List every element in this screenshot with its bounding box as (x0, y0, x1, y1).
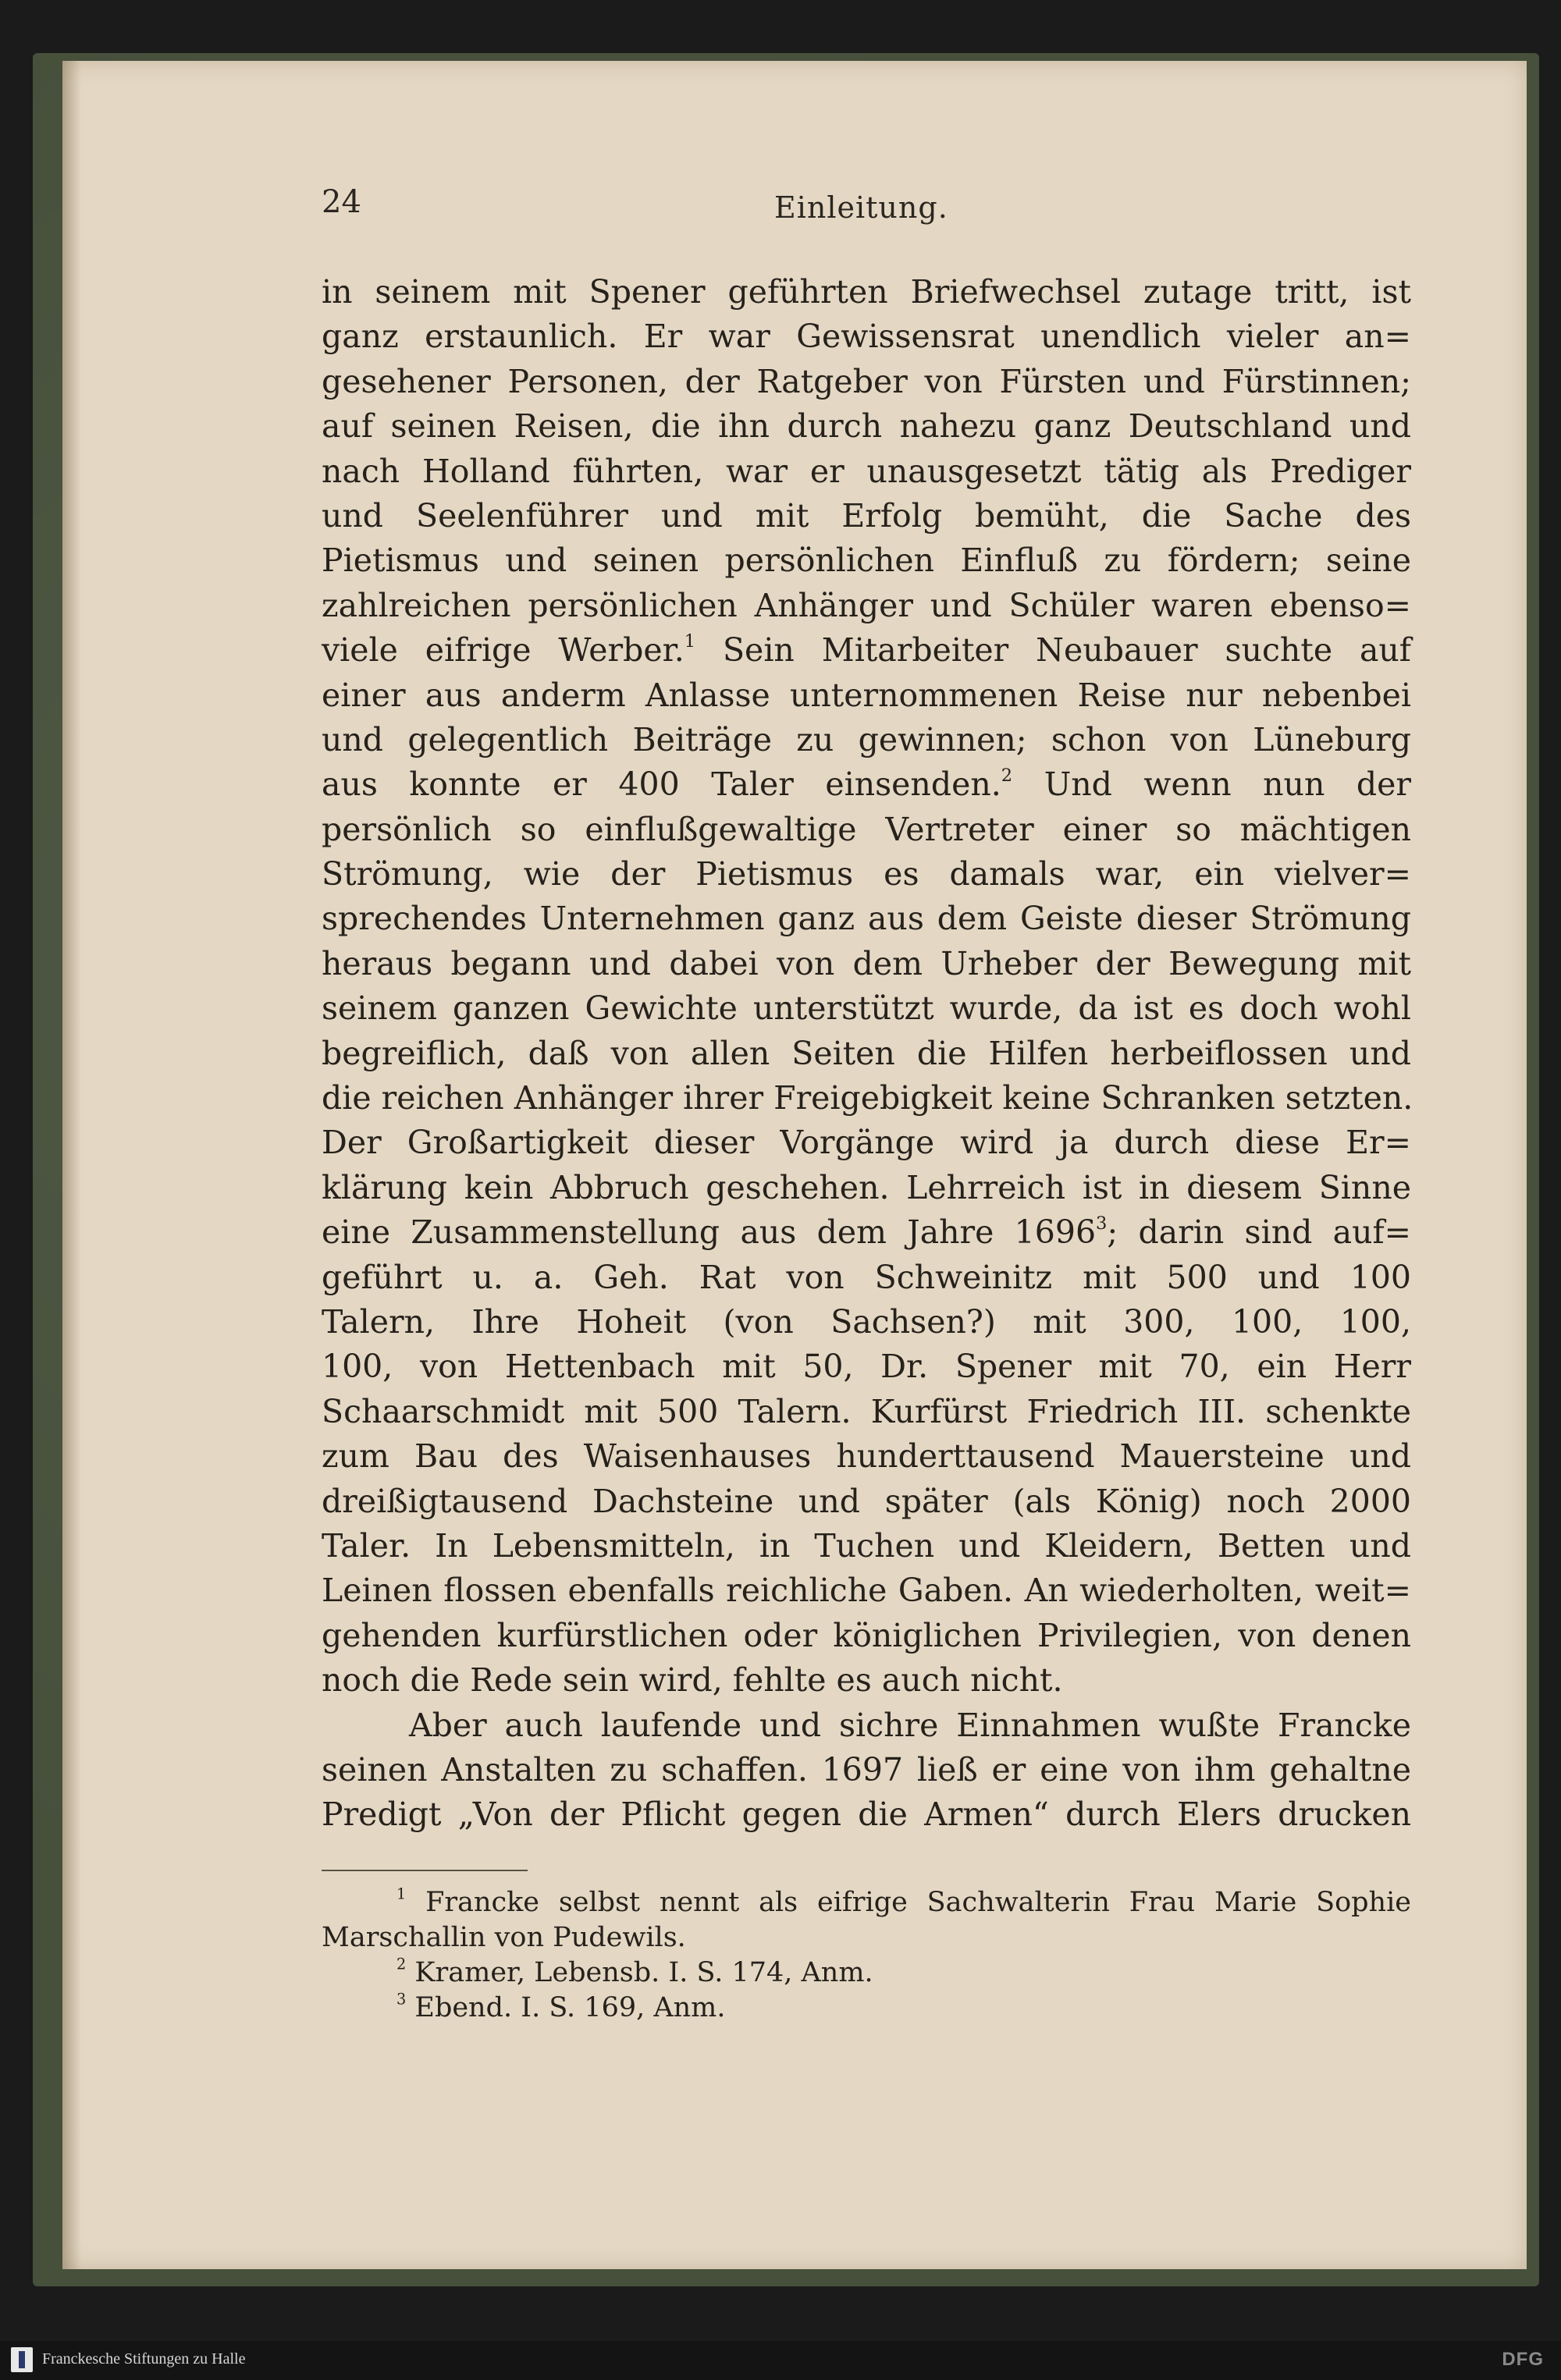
viewer-footer (0, 2341, 1561, 2380)
text-line (322, 762, 1411, 807)
text-line: zum Bau des Waisenhauses hunderttausend Mauersteine und (322, 1437, 1411, 1476)
text-line: Strömung, wie der Pietismus es damals war, ein vielver= (322, 855, 1411, 893)
footnote-text: Kramer, Lebensb. I. S. 174, Anm. (414, 1957, 873, 1988)
footnote-divider (322, 1870, 528, 1871)
footnote-marker: 2 (1001, 766, 1013, 787)
footnote-marker: 1 (684, 631, 696, 652)
footnote (322, 1956, 1411, 1991)
text-line: seinen Anstalten zu schaffen. 1697 ließ er eine von ihm gehaltne (322, 1750, 1411, 1789)
text-line: zahlreichen persönlichen Anhänger und Schüler waren ebenso= (322, 586, 1411, 624)
footnote-text: Francke selbst nennt als eifrige Sachwalterin Frau Marie Sophie (425, 1887, 1411, 1918)
text-line: Talern, Ihre Hoheit (von Sachsen?) mit 300, 100, 100, (322, 1302, 1411, 1341)
running-title: Einleitung. (774, 190, 948, 225)
text-segment: Sein Mitarbeiter Neubauer suchte auf (695, 631, 1411, 670)
text-line: 100, von Hettenbach mit 50, Dr. Spener mit 70, ein Herr (322, 1348, 1411, 1386)
footnote-text: Ebend. I. S. 169, Anm. (414, 1992, 726, 2023)
text-line (322, 1210, 1411, 1255)
text-line: Pietismus und seinen persönlichen Einfluß zu fördern; seine (322, 542, 1411, 580)
institution-logo-icon (11, 2347, 33, 2372)
text-line: sprechendes Unternehmen ganz aus dem Geiste dieser Strömung (322, 900, 1411, 938)
text-line: Aber auch laufende und sichre Einnahmen wußte Francke (409, 1706, 1411, 1744)
text-segment: Und wenn nun der (1012, 766, 1411, 804)
footnote (322, 1991, 1411, 2026)
text-line: und gelegentlich Beiträge zu gewinnen; schon von Lüneburg (322, 720, 1411, 758)
text-segment: ; darin sind auf= (1107, 1213, 1412, 1252)
text-line: und Seelenführer und mit Erfolg bemüht, die Sache des (322, 496, 1411, 535)
footnote-number: 1 (396, 1884, 407, 1903)
text-line: noch die Rede sein wird, fehlte es auch nicht. (322, 1661, 1063, 1700)
text-line: Predigt „Von der Pflicht gegen die Armen“ durch Elers drucken (322, 1796, 1411, 1834)
text-line: gehenden kurfürstlichen oder königlichen Privilegien, von denen (322, 1616, 1411, 1654)
page-gutter-shadow (62, 61, 81, 2269)
footnote-continuation: Marschallin von Pudewils. (322, 1922, 686, 1953)
text-line: begreiflich, daß von allen Seiten die Hilfen herbeiflossen und (322, 1034, 1411, 1072)
footnote-number: 2 (396, 1955, 407, 1973)
text-line: ganz erstaunlich. Er war Gewissensrat unendlich vieler an= (322, 318, 1411, 356)
footnotes (322, 1885, 1411, 2026)
text-line: Der Großartigkeit dieser Vorgänge wird ja durch diese Er= (322, 1124, 1411, 1162)
institution-name: Franckesche Stiftungen zu Halle (42, 2350, 246, 2368)
text-line: nach Holland führten, war er unausgesetzt tätig als Prediger (322, 452, 1411, 490)
text-line (322, 628, 1411, 673)
text-line: einer aus anderm Anlasse unternommenen Reise nur nebenbei (322, 676, 1411, 714)
text-line: klärung kein Abbruch geschehen. Lehrreich ist in diesem Sinne (322, 1168, 1411, 1206)
text-line: dreißigtausend Dachsteine und später (als König) noch 2000 (322, 1482, 1411, 1520)
footnote (322, 1885, 1411, 1920)
text-line: persönlich so einflußgewaltige Vertreter einer so mächtigen (322, 810, 1411, 848)
footnote-marker: 3 (1096, 1213, 1108, 1234)
text-segment: aus konnte er 400 Taler einsenden. (322, 766, 1001, 804)
dfg-logo: DFG (1502, 2349, 1544, 2370)
text-segment: viele eifrige Werber. (322, 631, 684, 670)
text-line: gesehener Personen, der Ratgeber von Fürsten und Fürstinnen; (322, 362, 1411, 400)
text-segment: eine Zusammenstellung aus dem Jahre 1696 (322, 1213, 1097, 1252)
text-line: geführt u. a. Geh. Rat von Schweinitz mit 500 und 100 (322, 1258, 1411, 1296)
body-text (322, 270, 1411, 1838)
text-line: heraus begann und dabei von dem Urheber der Bewegung mit (322, 944, 1411, 982)
text-line: die reichen Anhänger ihrer Freigebigkeit keine Schranken setzten. (322, 1079, 1413, 1117)
text-line: Schaarschmidt mit 500 Talern. Kurfürst Friedrich III. schenkte (322, 1392, 1411, 1430)
page-header (322, 179, 1414, 234)
text-line: Leinen flossen ebenfalls reichliche Gaben. An wiederholten, weit= (322, 1572, 1411, 1610)
text-line: auf seinen Reisen, die ihn durch nahezu ganz Deutschland und (322, 407, 1411, 446)
page-number: 24 (322, 184, 361, 220)
text-line: seinem ganzen Gewichte unterstützt wurde, da ist es doch wohl (322, 989, 1411, 1028)
footnote-number: 3 (396, 1990, 407, 2009)
text-line: Taler. In Lebensmitteln, in Tuchen und Kleidern, Betten und (322, 1526, 1411, 1565)
text-line: in seinem mit Spener geführten Briefwechsel zutage tritt, ist (322, 273, 1411, 311)
